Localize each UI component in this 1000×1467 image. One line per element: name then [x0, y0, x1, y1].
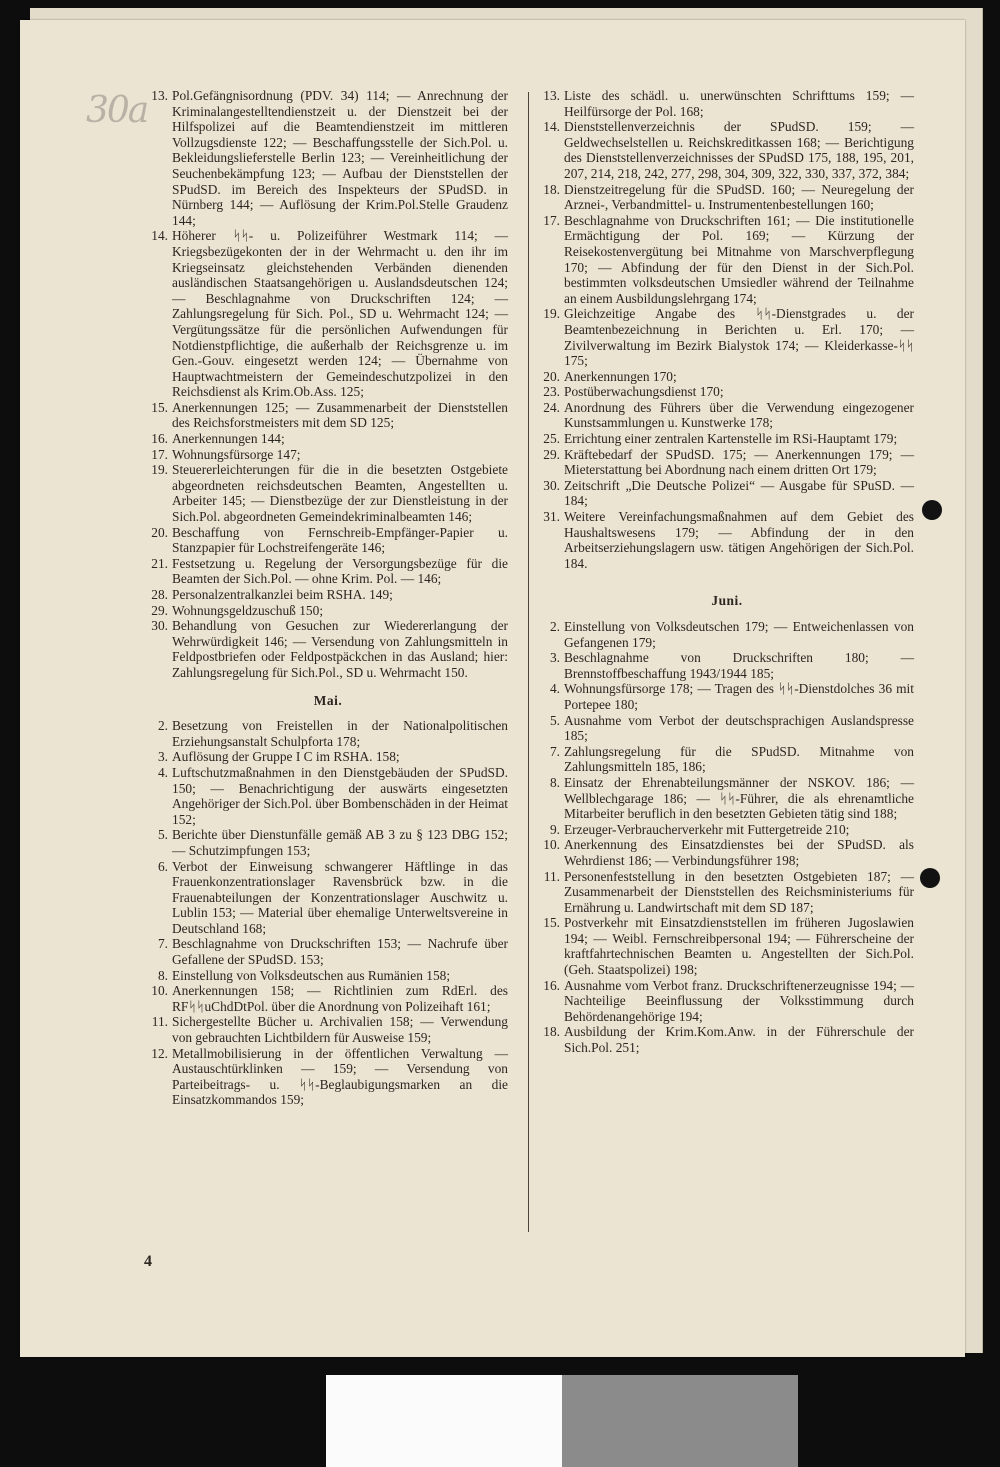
entry-number: 31. — [543, 509, 560, 525]
index-entry — [540, 713, 914, 744]
entry-text: Behandlung von Gesuchen zur Wiedererlangung der Wehrwürdigkeit 146; — Versendung von Zahlungsmitteln in Feldpostbriefen oder Feldpostpäckchen in das Ausland; hier: Zahlungsregelung für Sich.Pol., SD u. Wehrmacht 150. — [172, 618, 508, 680]
entry-number: 8. — [549, 774, 560, 790]
page-number: 4 — [144, 1253, 152, 1270]
index-entry — [540, 478, 914, 509]
entry-number: 15. — [543, 915, 560, 931]
entry-number: 2. — [157, 718, 168, 734]
entry-text: Postüberwachungsdienst 170; — [564, 384, 724, 400]
index-entry — [540, 1024, 914, 1055]
index-entry — [148, 525, 508, 556]
entry-number: 29. — [151, 602, 168, 618]
entry-text: Wohnungsfürsorge 178; — Tragen des ᛋᛋ-Dienstdolches 36 mit Portepee 180; — [564, 681, 914, 712]
entry-text: Dienstzeitregelung für die SPudSD. 160; — Neuregelung der Arznei-, Verbandmittel- u. Instrumentenbestellungen 160; — [564, 181, 914, 213]
index-entry — [148, 827, 508, 858]
entry-text: Besetzung von Freistellen in der Nationalpolitischen Erziehungsanstalt Schulpforta 178; — [172, 718, 508, 749]
left-entry-list — [148, 88, 508, 681]
entry-text: Ausbildung der Krim.Kom.Anw. in der Führerschule der Sich.Pol. 251; — [564, 1024, 914, 1056]
index-entry — [540, 306, 914, 368]
entry-number: 18. — [543, 181, 560, 197]
index-entry — [148, 556, 508, 587]
entry-text: Anerkennung des Einsatzdienstes bei der SPudSD. als Wehrdienst 186; — Verbindungsführer 198; — [564, 837, 914, 868]
entry-number: 6. — [157, 858, 168, 874]
index-entry — [148, 431, 508, 447]
entry-number: 28. — [151, 587, 168, 602]
entry-text: Wohnungsfürsorge 147; — [172, 446, 301, 462]
entry-text: Errichtung einer zentralen Kartenstelle im RSi-Hauptamt 179; — [564, 431, 898, 447]
index-entry — [540, 681, 914, 712]
index-entry — [540, 869, 914, 916]
entry-text: Einstellung von Volksdeutschen 179; — Entweichenlassen von Gefangenen 179; — [564, 619, 914, 650]
entry-text: Zeitschrift „Die Deutsche Polizei“ — Ausgabe für SPuSD. — 184; — [564, 477, 914, 509]
entry-number: 17. — [543, 212, 560, 228]
entry-text: Beschlagnahme von Druckschriften 161; — Die institutionelle Ermächtigung der Pol. 169; — Kürzung der Reisekostenvergütung bei Mitnahme von Marschverpflegung 170; — Abfindung der für den Dienst in der Sich.Pol. bestimmten volksdeutschen Umsiedler während der Teilnahme an einem Ausbildungslehrgang 174; — [564, 212, 914, 306]
index-entry — [540, 431, 914, 447]
entry-text: Postverkehr mit Einsatzdienststellen im früheren Jugoslawien 194; — Weibl. Fernschreibpersonal 194; — Führerscheine der kraftfahrtechnischen Beamten u. Angestellten der Sich.Pol. (Geh. Staatspolizei) 198; — [564, 915, 914, 978]
punch-hole-icon — [922, 500, 942, 520]
index-entry — [540, 369, 914, 385]
entry-number: 5. — [549, 712, 560, 728]
index-entry — [540, 119, 914, 181]
punch-hole-icon — [920, 868, 940, 888]
entry-number: 21. — [151, 555, 168, 571]
entry-text: Metallmobilisierung in der öffentlichen Verwaltung — Austauschtürklinken — 159; — Versendung von Parteibeitrags- u. ᛋᛋ-Beglaubigungsmarken an die Einsatzkommandos 159; — [172, 1045, 508, 1108]
index-entry — [148, 400, 508, 431]
entry-number: 11. — [151, 1014, 168, 1030]
index-entry — [148, 587, 508, 603]
entry-number: 30. — [543, 477, 560, 493]
entry-text: Anerkennungen 144; — [172, 431, 285, 447]
entry-text: Kräftebedarf der SPudSD. 175; — Anerkennungen 179; — Mieterstattung bei Abordnung nach einem dritten Ort 179; — [564, 446, 914, 478]
entry-text: Einsatz der Ehrenabteilungsmänner der NSKOV. 186; — Wellblechgarage 186; — ᛋᛋ-Führer, die als ehrenamtliche Mitarbeiter beruflich in den besetzten Gebieten tätig sind 188; — [564, 774, 914, 822]
entry-text: Dienststellenverzeichnis der SPudSD. 159; — Geldwechselstellen u. Reichskreditkassen 168; — Berichtigung des Dienststellenverzeichnisses der SPudSD 175, 188, 195, 201, 207, 214, 218, 242, 277, 298, 304, 309, 322, 330, 337, 372, 384; — [564, 119, 914, 181]
index-entry — [148, 462, 508, 524]
month-heading-juni: Juni. — [711, 593, 743, 609]
entry-text: Beschlagnahme von Druckschriften 180; — Brennstoffbeschaffung 1943/1944 185; — [564, 650, 914, 681]
entry-text: Auflösung der Gruppe I C im RSHA. 158; — [172, 749, 400, 765]
index-entry — [148, 228, 508, 400]
entry-number: 20. — [543, 368, 560, 384]
entry-number: 17. — [151, 446, 168, 462]
entry-text: Personenfeststellung in den besetzten Ostgebieten 187; — Zusammenarbeit der Dienststellen des Reichsministeriums für Ernährung u. Landwirtschaft mit dem SD 187; — [564, 868, 914, 915]
index-entry — [540, 509, 914, 571]
entry-number: 16. — [151, 431, 168, 447]
entry-text: Gleichzeitige Angabe des ᛋᛋ-Dienstgrades u. der Beamtenbezeichnung in Berichten u. Erl. 170; — Zivilverwaltung im Bezirk Bialystok 174; — Kleiderkasse-ᛋᛋ 175; — [564, 306, 914, 369]
entry-text: Ausnahme vom Verbot franz. Druckschriftenerzeugnisse 194; — Nachteilige Beeinflussung der Volksstimmung durch Behördenangehörige 194; — [564, 977, 914, 1024]
entry-number: 23. — [543, 384, 560, 400]
entry-number: 24. — [543, 399, 560, 415]
entry-text: Wohnungsgeldzuschuß 150; — [172, 602, 324, 618]
entry-number: 16. — [543, 977, 560, 993]
entry-text: Zahlungsregelung für die SPudSD. Mitnahme von Zahlungsmitteln 185, 186; — [564, 743, 914, 775]
index-entry — [540, 744, 914, 775]
index-entry — [148, 968, 508, 984]
index-entry — [540, 88, 914, 119]
entry-number: 25. — [543, 431, 560, 447]
left-column — [148, 88, 508, 1108]
entry-number: 10. — [543, 837, 560, 853]
entry-number: 18. — [543, 1024, 560, 1040]
index-entry — [148, 1046, 508, 1108]
index-entry — [540, 182, 914, 213]
calibration-white-patch — [326, 1375, 562, 1467]
entry-text: Personalzentralkanzlei beim RSHA. 149; — [172, 587, 393, 602]
entry-text: Beschaffung von Fernschreib-Empfänger-Papier u. Stanzpapier für Lochstreifengeräte 146; — [172, 524, 508, 556]
entry-number: 13. — [151, 88, 168, 103]
entry-text: Luftschutzmaßnahmen in den Dienstgebäuden der SPudSD. 150; — Benachrichtigung der auswärts eingesetzten Angehöriger der Sich.Pol. über Bombenschäden in der Heimat 152; — [172, 764, 508, 827]
entry-text: Sichergestellte Bücher u. Archivalien 158; — Verwendung von gebrauchten Lichtbildern für Ausweise 159; — [172, 1014, 508, 1046]
entry-text: Festsetzung u. Regelung der Versorgungsbezüge für die Beamten der Sich.Pol. — ohne Krim. Pol. — 146; — [172, 555, 508, 587]
index-entry — [540, 384, 914, 400]
index-entry — [148, 618, 508, 680]
entry-number: 3. — [157, 749, 168, 765]
entry-text: Ausnahme vom Verbot der deutschsprachigen Auslandspresse 185; — [564, 712, 914, 744]
entry-number: 7. — [157, 936, 168, 952]
entry-number: 2. — [549, 619, 560, 634]
entry-text: Verbot der Einweisung schwangerer Häftlinge in das Frauenkonzentrationslager Ravensbrück bzw. in die Frauenabteilungen der Konzentrationslager Auschwitz u. Lublin 153; — Material über ehemalige Unterweltsvereine in Deutschland 168; — [172, 858, 508, 936]
entry-text: Pol.Gefängnisordnung (PDV. 34) 114; — Anrechnung der Kriminalangestelltendienstzeit u. der Dienstzeit bei der Hilfspolizei auf die Beamtendienstzeit im mittleren Vollzugsdienste 122; — Beschaffungsstelle der Sich.Pol. u. Bekleidungslieferstelle Berlin 123; — Vereinheitlichung der Seuchenbekämpfung 123; — Aufbau der Dienststellen der SPudSD. im Bereich des Inspekteurs der SPudSD. in Nürnberg 144; — Auflösung der Krim.Pol.Stelle Graudenz 144; — [172, 88, 508, 228]
right-column — [540, 88, 914, 1056]
mai-entry-list — [148, 718, 508, 1108]
entry-number: 15. — [151, 399, 168, 415]
index-entry — [540, 213, 914, 307]
entry-number: 30. — [151, 618, 168, 634]
index-entry — [148, 447, 508, 463]
entry-number: 12. — [151, 1045, 168, 1061]
entry-number: 5. — [157, 827, 168, 843]
entry-number: 3. — [549, 650, 560, 666]
calibration-gray-patch — [562, 1375, 798, 1467]
index-entry — [540, 837, 914, 868]
entry-text: Anerkennungen 125; — Zusammenarbeit der Dienststellen des Reichsforstmeisters mit dem SD 125; — [172, 399, 508, 431]
entry-text: Liste des schädl. u. unerwünschten Schrifttums 159; — Heilfürsorge der Pol. 168; — [564, 88, 914, 119]
entry-number: 19. — [543, 306, 560, 322]
right-entry-list — [540, 88, 914, 571]
index-entry — [540, 400, 914, 431]
entry-text: Berichte über Dienstunfälle gemäß AB 3 zu § 123 DBG 152; — Schutzimpfungen 153; — [172, 827, 508, 858]
entry-number: 11. — [543, 868, 560, 884]
entry-text: Weitere Vereinfachungsmaßnahmen auf dem Gebiet des Haushaltswesens 179; — Abfindung der in den Arbeitserziehungslagern usw. tätigen Angehörigen der Sich.Pol. 184. — [564, 509, 914, 571]
index-entry — [148, 765, 508, 827]
entry-text: Anerkennungen 158; — Richtlinien zum RdErl. des RFᛋᛋuChdDtPol. über die Anordnung von Polizeihaft 161; — [172, 983, 508, 1014]
index-entry — [148, 983, 508, 1014]
entry-text: Einstellung von Volksdeutschen aus Rumänien 158; — [172, 967, 451, 983]
entry-number: 29. — [543, 446, 560, 462]
index-entry — [148, 859, 508, 937]
entry-text: Anordnung des Führers über die Verwendung eingezogener Kunstsammlungen u. Kunstwerke 178; — [564, 399, 914, 431]
index-entry — [540, 978, 914, 1025]
entry-text: Steuererleichterungen für die in die besetzten Ostgebiete abgeordneten reichsdeutschen Beamten, Angestellten u. Arbeiter 145; — Dienstbezüge der zur Dienstleistung in der Sich.Pol. abgeordneten Gemeindekriminalbeamten 146; — [172, 462, 508, 525]
index-entry — [540, 822, 914, 838]
entry-number: 14. — [543, 119, 560, 135]
index-entry — [540, 619, 914, 650]
column-divider — [528, 92, 529, 1232]
entry-number: 13. — [543, 88, 560, 103]
entry-number: 20. — [151, 524, 168, 540]
index-entry — [148, 603, 508, 619]
index-entry — [148, 749, 508, 765]
entry-number: 9. — [549, 821, 560, 837]
entry-number: 10. — [151, 983, 168, 999]
entry-number: 14. — [151, 228, 168, 244]
index-entry — [148, 718, 508, 749]
entry-text: Höherer ᛋᛋ- u. Polizeiführer Westmark 114; — Kriegsbezügekonten der in der Wehrmacht u. den ihr im Kriegseinsatz gleichstehenden Verbänden dienenden ausländischen Staatsangehörigen u. Auslandsdeutschen 124; — Beschlagnahme von Druckschriften 124; — Zahlungsregelung für Sich. Pol., SD u. Wehrmacht 124; — Vergütungssätze für die persönlichen Aufwendungen für Notdienstpflichtige, die außerhalb der Reichsgrenze u. im Gen.-Gouv. eingesetzt werden 124; — Übernahme von Hauptwachtmeistern der Gemeindeschutzpolizei in den Reichsdienst als Krim.Ob.Ass. 125; — [172, 228, 508, 400]
index-entry — [148, 1014, 508, 1045]
juni-entry-list — [540, 619, 914, 1056]
entry-number: 4. — [157, 764, 168, 780]
index-entry — [148, 88, 508, 228]
entry-number: 19. — [151, 462, 168, 478]
index-entry — [148, 936, 508, 967]
entry-text: Beschlagnahme von Druckschriften 153; — Nachrufe über Gefallene der SPudSD. 153; — [172, 936, 508, 968]
index-entry — [540, 650, 914, 681]
index-entry — [540, 775, 914, 822]
entry-number: 4. — [549, 681, 560, 697]
handwritten-mark: 30a — [86, 90, 148, 131]
index-entry — [540, 915, 914, 977]
entry-text: Anerkennungen 170; — [564, 368, 677, 384]
entry-text: Erzeuger-Verbraucherverkehr mit Futtergetreide 210; — [564, 821, 850, 837]
index-entry — [540, 447, 914, 478]
entry-number: 8. — [157, 967, 168, 983]
month-heading-mai: Mai. — [313, 692, 343, 708]
entry-number: 7. — [549, 743, 560, 759]
